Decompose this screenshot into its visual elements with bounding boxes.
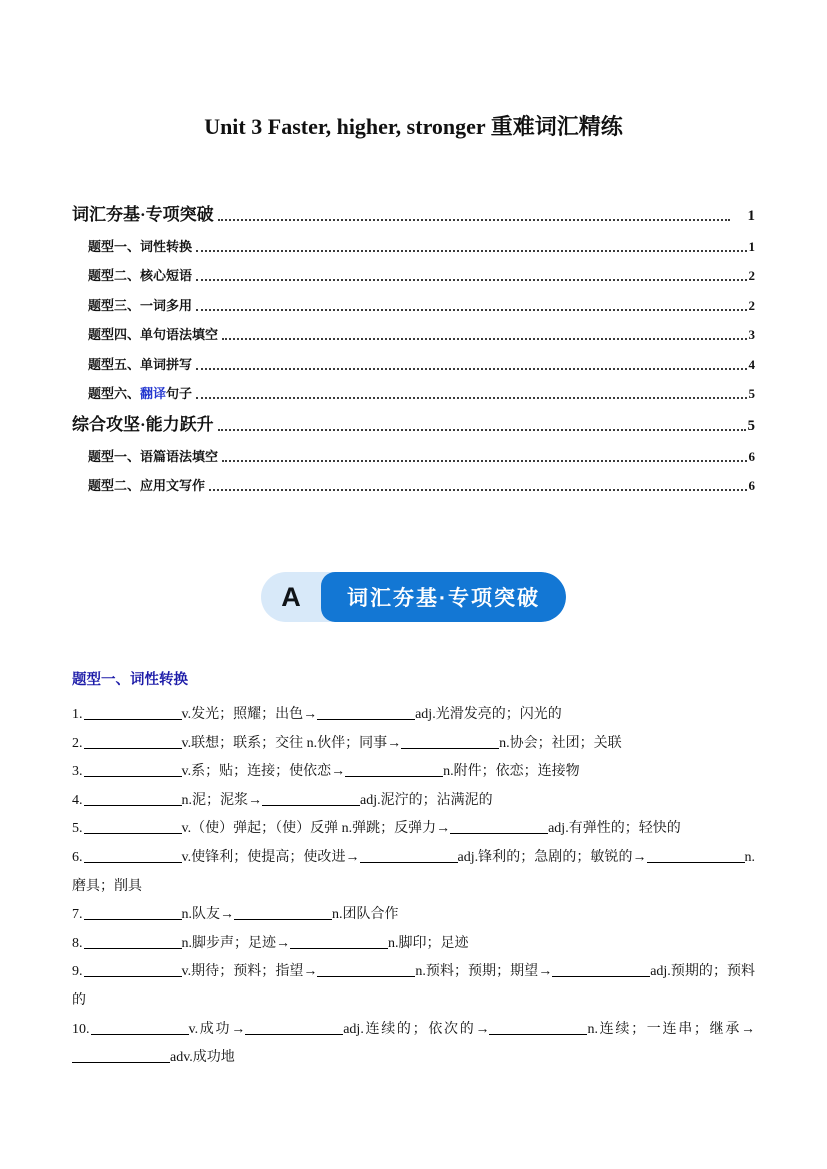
fill-in-blank[interactable]	[84, 736, 182, 749]
toc-dot-leader	[196, 309, 746, 311]
item-text: adv.成功地	[170, 1050, 235, 1066]
toc-entry-label	[88, 265, 192, 284]
fill-in-blank[interactable]	[245, 1022, 343, 1035]
fill-in-blank[interactable]	[234, 907, 332, 920]
toc-entry[interactable]	[72, 314, 755, 344]
fill-in-blank[interactable]	[360, 850, 458, 863]
fill-in-blank[interactable]	[84, 764, 182, 777]
fill-in-blank[interactable]	[647, 850, 745, 863]
fill-in-blank[interactable]	[552, 964, 650, 977]
item-text: n.脚印；足迹	[388, 935, 469, 951]
toc-page-number: 1	[747, 208, 755, 224]
toc-dot-leader	[222, 460, 746, 462]
toc-entry[interactable]	[72, 284, 755, 314]
toc-label-segment: 题型一、语篇语法填空	[88, 448, 219, 464]
item-text: n.预料；预期；期望→	[415, 964, 553, 980]
toc-label-segment: 词汇夯基·专项突破	[72, 205, 214, 224]
fill-in-blank[interactable]	[84, 850, 182, 863]
toc-entry-label	[72, 200, 214, 225]
toc-label-segment: 题型二、核心短语	[88, 268, 193, 283]
fill-in-blank[interactable]	[84, 907, 182, 920]
toc-dot-leader	[196, 397, 746, 399]
item-text: n.团队合作	[332, 907, 399, 923]
toc-dot-leader	[196, 368, 746, 370]
item-number: 1.	[72, 707, 83, 722]
toc-entry[interactable]	[72, 465, 755, 495]
exercise-section-heading: 题型一、词性转换	[72, 672, 188, 688]
toc-label-segment: 题型三、一词多用	[88, 297, 193, 313]
toc-page-number: 6	[748, 478, 755, 493]
item-number: 8.	[72, 935, 83, 951]
item-text: adj.泥泞的；沾满泥的	[360, 792, 493, 808]
toc-entry[interactable]	[72, 343, 755, 373]
toc-dot-leader	[196, 250, 746, 252]
exercise-item	[72, 787, 755, 816]
item-text: adj.有弹性的；轻快的	[548, 821, 681, 837]
toc-entry-label	[88, 354, 192, 373]
item-number: 4.	[72, 792, 83, 808]
toc-entry-label	[88, 446, 218, 465]
toc-entry[interactable]	[72, 402, 755, 435]
fill-in-blank[interactable]	[317, 707, 415, 720]
toc-label-segment: 题型四、单句语法填空	[88, 327, 219, 342]
item-text: adj.连续的；依次的→	[343, 1021, 490, 1037]
item-text: n.附件；依恋；连接物	[443, 764, 580, 780]
item-number: 6.	[72, 849, 83, 865]
toc-dot-leader	[218, 429, 746, 431]
toc-entry-label	[88, 383, 192, 402]
badge-label: 词汇夯基·专项突破	[321, 572, 566, 622]
toc-entry-label	[88, 475, 205, 494]
fill-in-blank[interactable]	[84, 707, 182, 720]
item-number: 5.	[72, 821, 83, 837]
item-number: 10.	[72, 1021, 90, 1037]
toc-page-number: 5	[748, 386, 755, 401]
item-text: adj.锋利的；急剧的；敏锐的→	[457, 849, 647, 865]
toc-entry-label	[88, 295, 192, 314]
fill-in-blank[interactable]	[317, 964, 415, 977]
toc-dot-leader	[222, 338, 746, 340]
toc-label-segment: 综合攻坚·能力跃升	[72, 415, 214, 434]
exercise-item	[72, 730, 755, 759]
item-text: adj.光滑发亮的；闪光的	[415, 707, 562, 722]
item-text: v.发光；照耀；出色→	[181, 707, 318, 722]
item-text: n.脚步声；足迹→	[181, 935, 290, 951]
toc-label-segment: 翻译	[140, 386, 167, 401]
toc-entry-label	[88, 236, 192, 255]
toc-page-number: 5	[747, 418, 755, 434]
item-number: 2.	[72, 735, 83, 751]
item-number: 7.	[72, 907, 83, 923]
exercise-item	[72, 815, 755, 844]
exercise-item	[72, 901, 755, 930]
fill-in-blank[interactable]	[84, 964, 182, 977]
item-text: v.（使）弹起；（使）反弹 n.弹跳；反弹力→	[181, 821, 451, 837]
fill-in-blank[interactable]	[84, 936, 182, 949]
toc-page-number: 2	[748, 268, 755, 283]
item-text: n.队友→	[181, 907, 234, 923]
toc-dot-leader	[196, 279, 746, 281]
exercise-item	[72, 958, 755, 1015]
toc-dot-leader	[218, 219, 730, 221]
toc-entry[interactable]	[72, 255, 755, 285]
fill-in-blank[interactable]	[401, 736, 499, 749]
section-badge-container	[72, 572, 755, 622]
table-of-contents	[72, 192, 755, 494]
toc-page-number: 1	[748, 238, 755, 254]
exercise-item	[72, 758, 755, 787]
item-text: v.使锋利；使提高；使改进→	[181, 849, 360, 865]
item-number: 9.	[72, 964, 83, 980]
item-text: n.连续；一连串；继承→	[587, 1021, 756, 1037]
fill-in-blank[interactable]	[290, 936, 388, 949]
section-badge	[261, 572, 566, 622]
toc-label-segment: 句子	[166, 386, 193, 401]
exercise-item	[72, 701, 755, 730]
item-text: v.成功→	[188, 1021, 246, 1037]
toc-label-segment: 题型二、应用文写作	[88, 478, 206, 493]
exercise-list	[72, 701, 755, 1073]
toc-page-number: 6	[748, 448, 755, 464]
item-text: n.泥；泥浆→	[181, 792, 262, 808]
fill-in-blank[interactable]	[84, 793, 182, 806]
toc-label-segment: 题型六、	[88, 386, 141, 401]
exercise-item	[72, 844, 755, 901]
fill-in-blank[interactable]	[84, 821, 182, 834]
toc-dot-leader	[209, 489, 746, 491]
exercise-item	[72, 930, 755, 959]
item-number: 3.	[72, 764, 83, 780]
fill-in-blank[interactable]	[489, 1022, 587, 1035]
toc-label-segment: 题型一、词性转换	[88, 238, 193, 254]
fill-in-blank[interactable]	[72, 1050, 170, 1063]
toc-page-number: 2	[748, 297, 755, 313]
exercise-item	[72, 1016, 755, 1073]
item-text: n.磨具；削具	[72, 849, 756, 894]
fill-in-blank[interactable]	[450, 821, 548, 834]
toc-entry[interactable]	[72, 192, 755, 225]
toc-page-number: 3	[748, 327, 755, 342]
item-text: v.期待；预料；指望→	[181, 964, 318, 980]
fill-in-blank[interactable]	[262, 793, 360, 806]
toc-entry[interactable]	[72, 225, 755, 255]
fill-in-blank[interactable]	[345, 764, 443, 777]
item-text: v.联想；联系；交往 n.伙伴；同事→	[181, 735, 402, 751]
toc-entry-label	[88, 324, 218, 343]
item-text: n.协会；社团；关联	[499, 735, 622, 751]
badge-letter: A	[281, 581, 301, 612]
item-text: adj.预期的；预料的	[72, 964, 756, 1008]
toc-page-number: 4	[748, 356, 755, 372]
toc-entry-label	[72, 410, 214, 435]
toc-label-segment: 题型五、单词拼写	[88, 356, 193, 372]
toc-entry[interactable]	[72, 435, 755, 465]
toc-entry[interactable]	[72, 373, 755, 403]
fill-in-blank[interactable]	[91, 1022, 189, 1035]
item-text: v.系；贴；连接；使依恋→	[181, 764, 346, 780]
document-title: Unit 3 Faster, higher, stronger 重难词汇精练	[204, 114, 623, 139]
